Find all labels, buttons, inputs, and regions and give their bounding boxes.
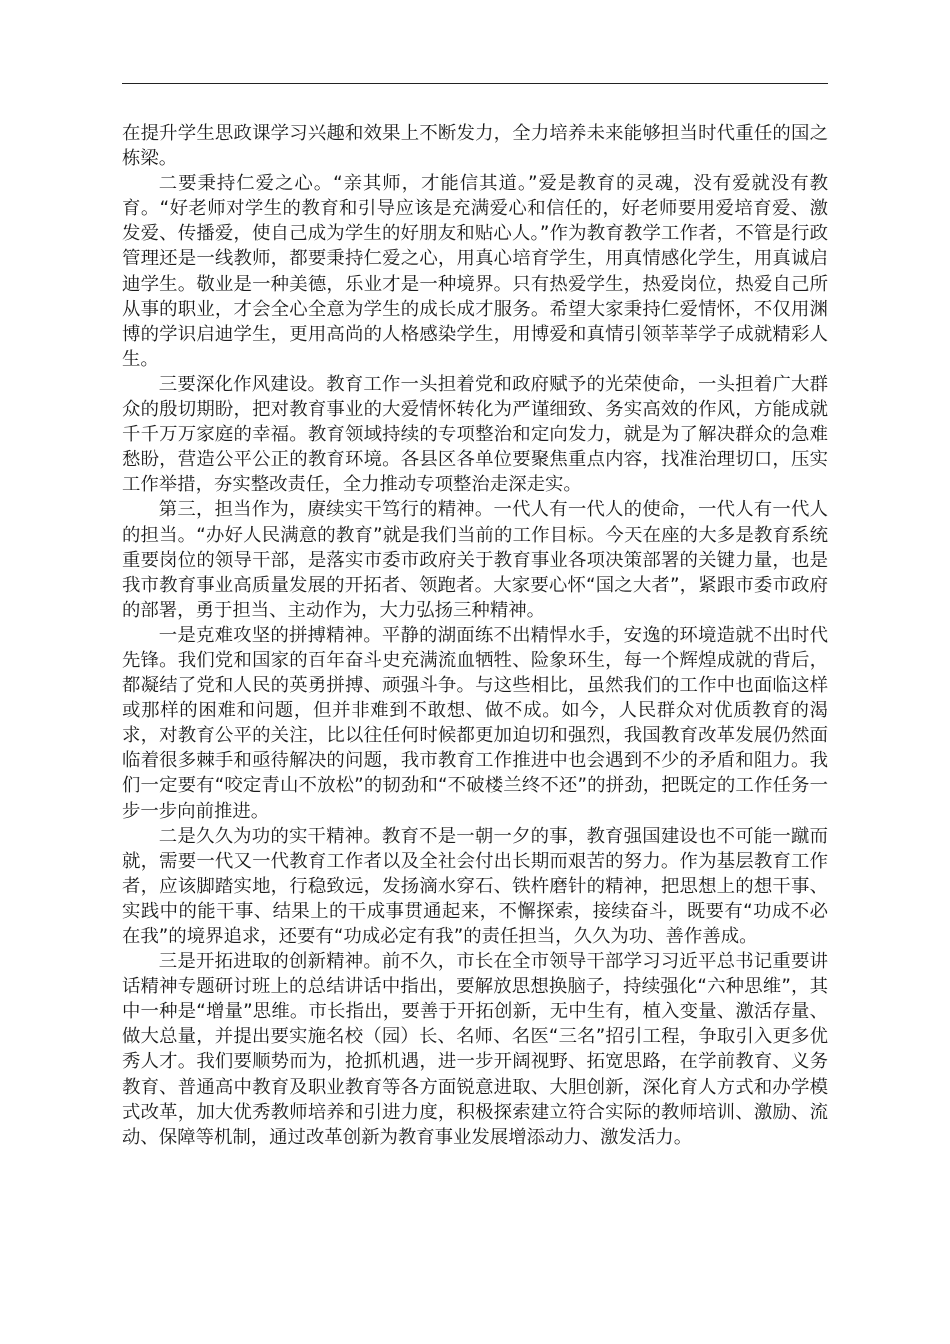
paragraph: 一是克难攻坚的拼搏精神。平静的湖面练不出精悍水手，安逸的环境造就不出时代先锋。我们党和国家的百年奋斗史充满流血牺牲、险象环生，每一个辉煌成就的背后，都凝结了党和人民的英勇拼搏、顽强斗争。与这些相比，虽然我们的工作中也面临这样或那样的困难和问题，但并非难到不敢想、做不成。如今，人民群众对优质教育的渴求，对教育公平的关注，比以往任何时候都更加迫切和强烈，我国教育改革发展仍然面临着很多棘手和亟待解决的问题，我市教育工作推进中也会遇到不少的矛盾和阻力。我们一定要有“咬定青山不放松”的韧劲和“不破楼兰终不还”的拼劲，把既定的工作任务一步一步向前推进。 <box>122 624 828 822</box>
paragraph: 二要秉持仁爱之心。“亲其师，才能信其道。”爱是教育的灵魂，没有爱就没有教育。“好老师对学生的教育和引导应该是充满爱心和信任的，好老师要用爱培育爱、激发爱、传播爱，使自己成为学生的好朋友和贴心人。”作为教育教学工作者，不管是行政管理还是一线教师，都要秉持仁爱之心，用真心培育学生，用真情感化学生，用真诚启迪学生。敬业是一种美德，乐业才是一种境界。只有热爱学生，热爱岗位，热爱自己所从事的职业，才会全心全意为学生的成长成才服务。希望大家秉持仁爱情怀，不仅用渊博的学识启迪学生，更用高尚的人格感染学生，用博爱和真情引领莘莘学子成就精彩人生。 <box>122 173 828 370</box>
paragraph: 在提升学生思政课学习兴趣和效果上不断发力，全力培养未来能够担当时代重任的国之栋梁。 <box>122 123 828 170</box>
header-rule <box>122 83 828 84</box>
paragraph: 二是久久为功的实干精神。教育不是一朝一夕的事，教育强国建设也不可能一蹴而就，需要一代又一代教育工作者以及全社会付出长期而艰苦的努力。作为基层教育工作者，应该脚踏实地，行稳致远，发扬滴水穿石、铁杵磨针的精神，把思想上的想干事、实践中的能干事、结果上的干成事贯通起来，不懈探索，接续奋斗，既要有“功成不必在我”的境界追求，还要有“功成必定有我”的责任担当，久久为功、善作善成。 <box>122 825 828 947</box>
paragraph: 第三，担当作为，赓续实干笃行的精神。一代人有一代人的使命，一代人有一代人的担当。“办好人民满意的教育”就是我们当前的工作目标。今天在座的大多是教育系统重要岗位的领导干部，是落实市委市政府关于教育事业各项决策部署的关键力量，也是我市教育事业高质量发展的开拓者、领跑者。大家要心怀“国之大者”，紧跟市委市政府的部署，勇于担当、主动作为，大力弘扬三种精神。 <box>122 499 828 621</box>
paragraph: 三是开拓进取的创新精神。前不久，市长在全市领导干部学习习近平总书记重要讲话精神专题研讨班上的总结讲话中指出，要解放思想换脑子，持续强化“六种思维”，其中一种是“增量”思维。市长指出，要善于开拓创新，无中生有，植入变量、激活存量、做大总量，并提出要实施名校（园）长、名师、名医“三名”招引工程，争取引入更多优秀人才。我们要顺势而为，抢抓机遇，进一步开阔视野、拓宽思路，在学前教育、义务教育、普通高中教育及职业教育等各方面锐意进取、大胆创新，深化育人方式和办学模式改革，加大优秀教师培养和引进力度，积极探索建立符合实际的教师培训、激励、流动、保障等机制，通过改革创新为教育事业发展增添动力、激发活力。 <box>122 951 828 1148</box>
document-body <box>122 121 828 1150</box>
paragraph: 三要深化作风建设。教育工作一头担着党和政府赋予的光荣使命，一头担着广大群众的殷切期盼，把对教育事业的大爱情怀转化为严谨细致、务实高效的作风，方能成就千千万万家庭的幸福。教育领域持续的专项整治和定向发力，就是为了解决群众的急难愁盼，营造公平公正的教育环境。各县区各单位要聚焦重点内容，找准治理切口，压实工作举措，夯实整改责任，全力推动专项整治走深走实。 <box>122 373 828 496</box>
